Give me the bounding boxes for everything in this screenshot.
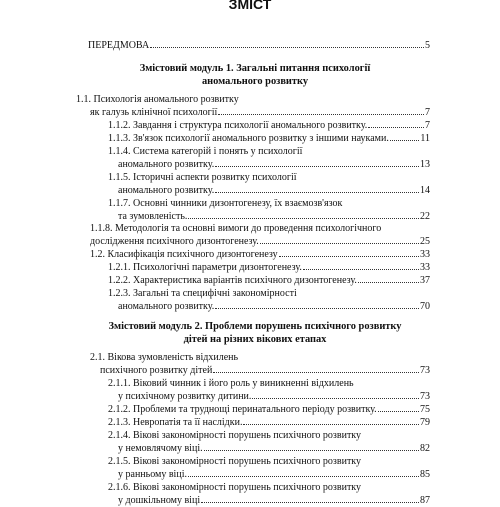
toc-entry	[108, 377, 430, 390]
toc-entry	[108, 455, 430, 468]
toc-entry	[108, 145, 430, 158]
toc-page-number: 33	[420, 249, 430, 260]
toc-entry-text: як галузь клінічної психології	[90, 107, 218, 118]
toc-leader	[215, 192, 419, 193]
toc-page-number: 7	[425, 107, 430, 118]
toc-leader	[215, 166, 419, 167]
toc-leader	[150, 47, 424, 48]
toc-leader	[218, 114, 424, 115]
toc-entry	[108, 119, 430, 132]
page-title: ЗМІСТ	[228, 0, 272, 12]
toc-entry-text: у ранньому віці.	[118, 469, 187, 480]
toc-leader	[201, 502, 419, 503]
toc-leader	[215, 308, 419, 309]
module-heading-line: Змістовий модуль 1. Загальні питання психології	[139, 63, 371, 74]
toc-entry	[118, 158, 430, 171]
toc-leader	[358, 282, 419, 283]
module-heading-line: дітей на різних вікових етапах	[183, 334, 327, 345]
toc-entry	[108, 274, 430, 287]
toc-entry-text: психічного розвитку дітей	[100, 365, 213, 376]
toc-entry-text: та зумовленість.	[118, 211, 188, 222]
toc-entry-text: 1.1.2. Завдання і структура психології аномального розвитку.	[108, 120, 368, 131]
toc-page-number: 85	[420, 469, 430, 480]
toc-page-number: 5	[425, 40, 430, 51]
toc-leader	[188, 476, 419, 477]
toc-leader	[303, 269, 419, 270]
toc-leader	[279, 256, 419, 257]
toc-page-number: 13	[420, 159, 430, 170]
toc-page-number: 11	[420, 133, 430, 144]
toc-entry	[90, 351, 430, 364]
toc-entry	[118, 442, 430, 455]
toc-entry	[118, 184, 430, 197]
toc-entry-text: аномального розвитку.	[118, 159, 215, 170]
toc-entry	[118, 494, 430, 507]
toc-entry-text: у дошкільному віці	[118, 495, 201, 506]
toc-leader	[243, 424, 419, 425]
toc-page-number: 75	[420, 404, 430, 415]
toc-page-number: 70	[420, 301, 430, 312]
toc-entry-text: 2.1. Вікова зумовленість відхилень	[90, 352, 239, 363]
toc-entry-preface	[88, 39, 430, 52]
toc-page-number: 73	[420, 365, 430, 376]
toc-entry	[118, 390, 430, 403]
toc-entry-text: у немовлячому віці.	[118, 443, 203, 454]
toc-entry-text: 2.1.5. Вікові закономірності порушень психічного розвитку	[108, 456, 362, 467]
toc-entry-text: 2.1.6. Вікові закономірності порушень психічного розвитку	[108, 482, 362, 493]
toc-page-number: 25	[420, 236, 430, 247]
module-1-heading	[80, 62, 430, 88]
toc-entry	[100, 364, 430, 377]
toc-entry	[118, 300, 430, 313]
toc-leader	[260, 243, 419, 244]
toc-entry-text: 2.1.3. Невропатія та її наслідки.	[108, 417, 243, 428]
toc-entry	[108, 429, 430, 442]
toc-leader	[390, 140, 420, 141]
toc-leader	[213, 372, 419, 373]
toc-page-number: 7	[425, 120, 430, 131]
toc-entry	[90, 222, 430, 235]
toc-entry	[90, 106, 430, 119]
toc-page-number: 82	[420, 443, 430, 454]
toc-entry-text: у психічному розвитку дитини.	[118, 391, 252, 402]
toc-page-number: 33	[420, 262, 430, 273]
module-heading-line: Змістовий модуль 2. Проблеми порушень психічного розвитку	[108, 321, 402, 332]
toc-entry	[108, 403, 430, 416]
module-heading-line: аномального розвитку	[201, 76, 309, 87]
module-2-heading	[80, 320, 430, 346]
toc-page-number: 79	[420, 417, 430, 428]
toc-page-number: 37	[420, 275, 430, 286]
toc-leader	[204, 450, 419, 451]
toc-entry-text: 1.1.5. Історичні аспекти розвитку психології	[108, 172, 297, 183]
toc-entry	[90, 248, 430, 261]
toc-entry-text: 1.2. Класифікація психічного дизонтогенезу	[90, 249, 278, 260]
toc-page-number: 87	[420, 495, 430, 506]
toc-entry-text: 1.1.7. Основні чинники дизонтогенезу, їх взаємозв'язок	[108, 198, 343, 209]
toc-entry	[108, 171, 430, 184]
toc-entry	[108, 287, 430, 300]
toc-entry-text: аномального розвитку.	[118, 301, 215, 312]
toc-entry-text: 2.1.4. Вікові закономірності порушень психічного розвитку	[108, 430, 362, 441]
toc-leader	[378, 411, 419, 412]
toc-entry	[108, 197, 430, 210]
toc-entry	[90, 235, 430, 248]
toc-leader	[252, 398, 419, 399]
toc-entry-text: ПЕРЕДМОВА	[88, 40, 150, 51]
toc-entry-text: дослідження психічного дизонтогенезу.	[90, 236, 259, 247]
toc-entry-text: 1.1.8. Методологія та основні вимоги до проведення психологічного	[90, 223, 382, 234]
toc-entry-text: 2.1.2. Проблеми та труднощі перинатального періоду розвитку.	[108, 404, 377, 415]
toc-entry	[108, 416, 430, 429]
toc-leader	[368, 127, 424, 128]
toc-entry	[118, 468, 430, 481]
toc-entry-text: 1.2.2. Характеристика варіантів психічного дизонтогенезу.	[108, 275, 357, 286]
toc-leader	[188, 218, 419, 219]
toc-entry-text: 1.1.4. Система категорій і понять у психології	[108, 146, 303, 157]
toc-page-number: 73	[420, 391, 430, 402]
toc-entry	[108, 481, 430, 494]
toc-entry-text: 1.2.3. Загальні та специфічні закономірності	[108, 288, 297, 299]
toc-entry-text: аномального розвитку.	[118, 185, 215, 196]
toc-entry	[76, 93, 430, 106]
toc-entry-text: 1.1.3. Зв'язок психології аномального розвитку з іншими науками.	[108, 133, 389, 144]
toc-page-number: 22	[420, 211, 430, 222]
toc-entry	[108, 132, 430, 145]
toc-entry-text: 2.1.1. Віковий чинник і його роль у виникненні відхилень	[108, 378, 354, 389]
toc-entry-text: 1.2.1. Психологічні параметри дизонтогенезу.	[108, 262, 302, 273]
toc-page-number: 14	[420, 185, 430, 196]
toc-entry	[108, 261, 430, 274]
toc-entry-text: 1.1. Психологія аномального розвитку	[76, 94, 239, 105]
